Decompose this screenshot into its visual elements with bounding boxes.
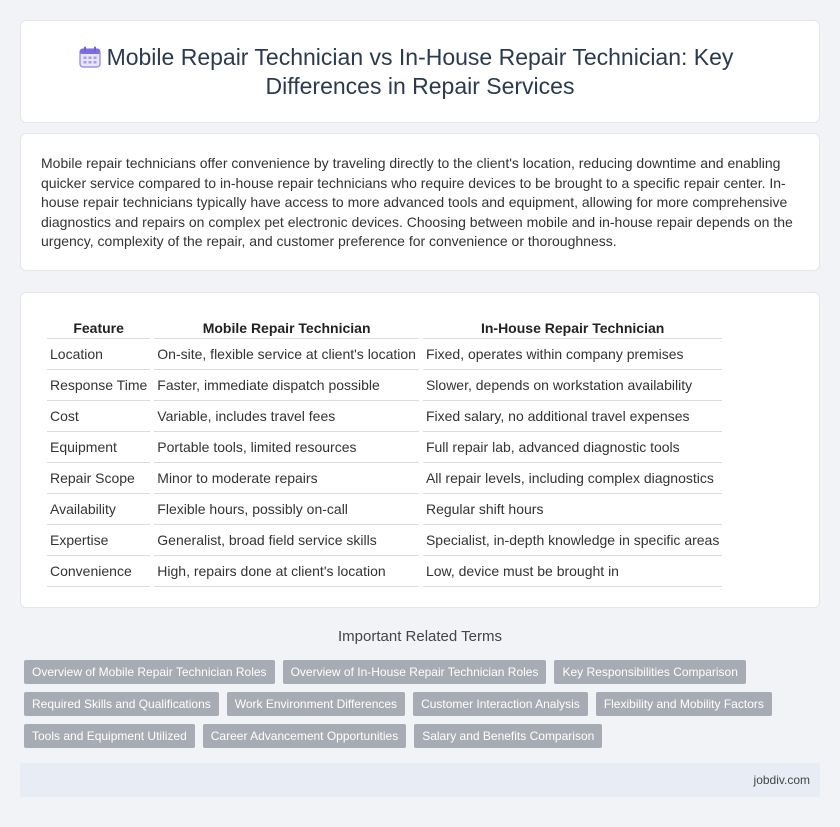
cell-feature: Response Time (47, 370, 150, 401)
intro-card (20, 133, 820, 271)
related-terms-title: Important Related Terms (338, 628, 502, 645)
table-row (47, 463, 722, 494)
related-term-tag[interactable]: Work Environment Differences (227, 692, 405, 716)
cell-feature: Repair Scope (47, 463, 150, 494)
comparison-table (43, 315, 726, 587)
table-row (47, 556, 722, 587)
cell-mobile: Faster, immediate dispatch possible (154, 370, 419, 401)
cell-inhouse: Fixed, operates within company premises (423, 339, 722, 370)
cell-inhouse: Slower, depends on workstation availability (423, 370, 722, 401)
related-term-tag[interactable]: Flexibility and Mobility Factors (596, 692, 772, 716)
table-row (47, 432, 722, 463)
cell-inhouse: Full repair lab, advanced diagnostic tools (423, 432, 722, 463)
cell-feature: Location (47, 339, 150, 370)
header-card (20, 20, 820, 123)
header-inhouse: In-House Repair Technician (423, 315, 722, 339)
tag-row (24, 692, 824, 716)
tag-row (24, 724, 824, 748)
related-term-tag[interactable]: Key Responsibilities Comparison (554, 660, 745, 684)
cell-mobile: Variable, includes travel fees (154, 401, 419, 432)
comparison-card (20, 292, 820, 608)
header-feature: Feature (47, 315, 150, 339)
cell-mobile: On-site, flexible service at client's location (154, 339, 419, 370)
page-title: Mobile Repair Technician vs In-House Repair Technician: Key Differences in Repair Services (106, 44, 734, 99)
cell-feature: Equipment (47, 432, 150, 463)
cell-inhouse: Low, device must be brought in (423, 556, 722, 587)
related-term-tag[interactable]: Customer Interaction Analysis (413, 692, 588, 716)
related-term-tag[interactable]: Required Skills and Qualifications (24, 692, 219, 716)
cell-mobile: High, repairs done at client's location (154, 556, 419, 587)
tag-row (24, 660, 824, 684)
cell-feature: Expertise (47, 525, 150, 556)
cell-inhouse: All repair levels, including complex diagnostics (423, 463, 722, 494)
cell-inhouse: Fixed salary, no additional travel expenses (423, 401, 722, 432)
table-row (47, 525, 722, 556)
related-terms-tags (24, 660, 824, 756)
cell-mobile: Generalist, broad field service skills (154, 525, 419, 556)
cell-feature: Convenience (47, 556, 150, 587)
related-term-tag[interactable]: Overview of Mobile Repair Technician Roles (24, 660, 275, 684)
cell-feature: Availability (47, 494, 150, 525)
table-row (47, 494, 722, 525)
table-row (47, 339, 722, 370)
cell-inhouse: Regular shift hours (423, 494, 722, 525)
related-term-tag[interactable]: Salary and Benefits Comparison (414, 724, 602, 748)
cell-mobile: Flexible hours, possibly on-call (154, 494, 419, 525)
cell-feature: Cost (47, 401, 150, 432)
related-term-tag[interactable]: Career Advancement Opportunities (203, 724, 406, 748)
table-row (47, 401, 722, 432)
cell-mobile: Minor to moderate repairs (154, 463, 419, 494)
related-term-tag[interactable]: Tools and Equipment Utilized (24, 724, 195, 748)
table-header-row (47, 315, 722, 339)
related-term-tag[interactable]: Overview of In-House Repair Technician Roles (283, 660, 547, 684)
intro-paragraph: Mobile repair technicians offer convenience by traveling directly to the client's location, reducing downtime and enabling quicker service compared to in-house repair technicians who require devices to be brought to a specific repair center. In-house repair technicians typically have access to more advanced tools and equipment, allowing for more comprehensive diagnostics and repairs on complex pet electronic devices. Choosing between mobile and in-house repair depends on the urgency, complexity of the repair, and customer preference for convenience or thoroughness. (41, 155, 793, 250)
cell-inhouse: Specialist, in-depth knowledge in specific areas (423, 525, 722, 556)
header-mobile: Mobile Repair Technician (154, 315, 419, 339)
table-row (47, 370, 722, 401)
footer (20, 763, 820, 797)
cell-mobile: Portable tools, limited resources (154, 432, 419, 463)
footer-site-link[interactable]: jobdiv.com (753, 773, 810, 787)
